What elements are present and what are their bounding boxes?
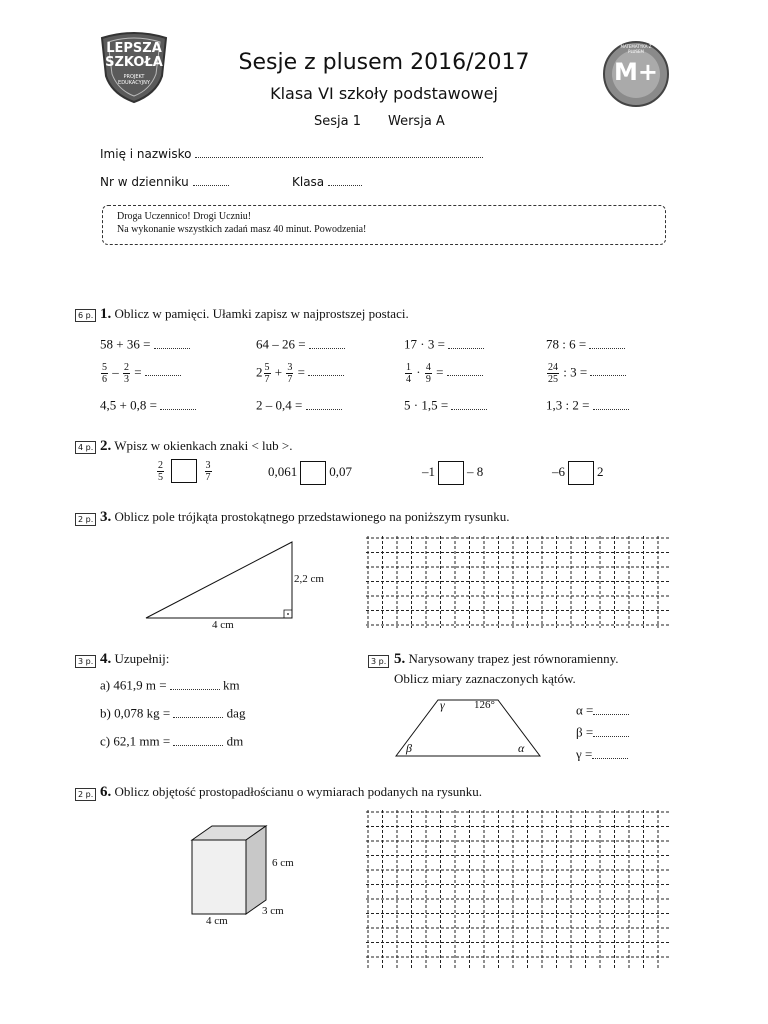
q1-r2-b[interactable]: 2 $\frac{5}{7}$ + $\frac{3}{7}$ = (256, 362, 344, 385)
q5-heading (394, 651, 618, 668)
notice-box (102, 205, 666, 245)
q4-points: 3 p. (75, 655, 96, 668)
q5-number: 5. (394, 651, 406, 667)
q1-r1-c[interactable]: 17 · 3 = (404, 336, 484, 353)
page-subtitle: Klasa VI szkoły podstawowej (270, 84, 498, 103)
trap-beta: β (406, 741, 412, 755)
q4-c[interactable]: c) 62,1 mm = dm (100, 733, 244, 749)
q5-text-1: Narysowany trapez jest równoramienny. (408, 651, 619, 666)
trap-angle-given: 126° (474, 699, 495, 711)
q1-text: Oblicz w pamięci. Ułamki zapisz w najprostszej postaci. (114, 306, 409, 321)
name-field[interactable] (100, 146, 483, 161)
q1-r1-a[interactable]: 58 + 36 = (100, 336, 190, 353)
page-title: Sesje z plusem 2016/2017 (238, 50, 530, 75)
q1-r1-b[interactable]: 64 – 26 = (256, 336, 345, 353)
name-label: Imię i nazwisko (100, 146, 192, 161)
q6-points: 2 p. (75, 788, 96, 801)
q1-r2-d[interactable]: $\frac{24}{25}$ : 3 = (546, 362, 626, 385)
class-label: Klasa (292, 174, 325, 189)
trap-alpha: α (518, 741, 525, 755)
q6-text: Oblicz objętość prostopadłościanu o wymiarach podanych na rysunku. (114, 784, 483, 799)
notice-line-1: Droga Uczennico! Drogi Uczniu! (117, 211, 252, 222)
version-label: Wersja A (388, 114, 445, 129)
triangle-side-h: 4 cm (212, 619, 234, 631)
q6-heading (100, 784, 482, 801)
cuboid-height: 6 cm (272, 857, 294, 869)
q2-box-3[interactable] (438, 461, 464, 485)
triangle-figure (140, 538, 300, 622)
q1-r2-a[interactable]: $\frac{5}{6}$ – $\frac{2}{3}$ = (100, 362, 181, 385)
q2-text: Wpisz w okienkach znaki < lub >. (114, 438, 293, 453)
q2-pair-2: 0,061 0,07 (268, 461, 352, 485)
logo-right (602, 40, 670, 108)
q5-beta-answer[interactable]: β = (576, 724, 629, 741)
q1-points: 6 p. (75, 309, 96, 322)
q2-box-1[interactable] (171, 459, 197, 483)
q2-points: 4 p. (75, 441, 96, 454)
session-label: Sesja 1 (314, 114, 362, 129)
cuboid-figure (190, 824, 272, 916)
q3-heading (100, 509, 509, 526)
q2-pair-4: –6 2 (552, 461, 604, 485)
q3-points: 2 p. (75, 513, 96, 526)
q3-number: 3. (100, 509, 112, 525)
q5-text-2: Oblicz miary zaznaczonych kątów. (394, 671, 576, 686)
q1-r2-c[interactable]: $\frac{1}{4}$ · $\frac{4}{9}$ = (404, 362, 483, 385)
q1-r1-d[interactable]: 78 : 6 = (546, 336, 625, 353)
q5-alpha-answer[interactable]: α = (576, 702, 629, 719)
logo-right-mark: M+ (614, 58, 658, 86)
q1-number: 1. (100, 306, 112, 322)
logo-left: LEPSZA SZKOŁA PROJEKT EDUKACYJNY (98, 30, 170, 104)
notice-line-2: Na wykonanie wszystkich zadań masz 40 minut. Powodzenia! (117, 224, 367, 235)
q3-text: Oblicz pole trójkąta prostokątnego przedstawionego na poniższym rysunku. (114, 509, 510, 524)
q4-b[interactable]: b) 0,078 kg = dag (100, 705, 246, 721)
q1-heading (100, 306, 409, 323)
q2-pair-3: –1 – 8 (422, 461, 483, 485)
cuboid-width: 4 cm (206, 915, 228, 927)
q2-heading (100, 438, 292, 455)
q5-points: 3 p. (368, 655, 389, 668)
cuboid-depth: 3 cm (262, 905, 284, 917)
number-field[interactable] (100, 174, 229, 189)
q6-number: 6. (100, 784, 112, 800)
q4-number: 4. (100, 651, 112, 667)
q2-pair-1: $\frac{2}{5}$ $\frac{3}{7}$ (158, 459, 211, 483)
q1-r3-b[interactable]: 2 – 0,4 = (256, 397, 342, 414)
q1-r3-a[interactable]: 4,5 + 0,8 = (100, 397, 196, 414)
triangle-side-v: 2,2 cm (294, 573, 324, 585)
number-label: Nr w dzienniku (100, 174, 189, 189)
q4-text: Uzupełnij: (114, 651, 170, 666)
q4-heading (100, 651, 169, 668)
q4-a[interactable]: a) 461,9 m = km (100, 677, 240, 693)
answer-grid-q6[interactable] (366, 810, 670, 970)
answer-grid-q3[interactable] (366, 536, 670, 628)
q1-r3-c[interactable]: 5 · 1,5 = (404, 397, 487, 414)
logo-right-text: MATEMATYKA Z PLUSEM (620, 44, 652, 54)
q2-box-4[interactable] (568, 461, 594, 485)
trap-gamma: γ (440, 698, 445, 712)
class-field[interactable] (292, 174, 362, 189)
q1-r3-d[interactable]: 1,3 : 2 = (546, 397, 629, 414)
q2-number: 2. (100, 438, 112, 454)
q5-gamma-answer[interactable]: γ = (576, 746, 628, 763)
q2-box-2[interactable] (300, 461, 326, 485)
